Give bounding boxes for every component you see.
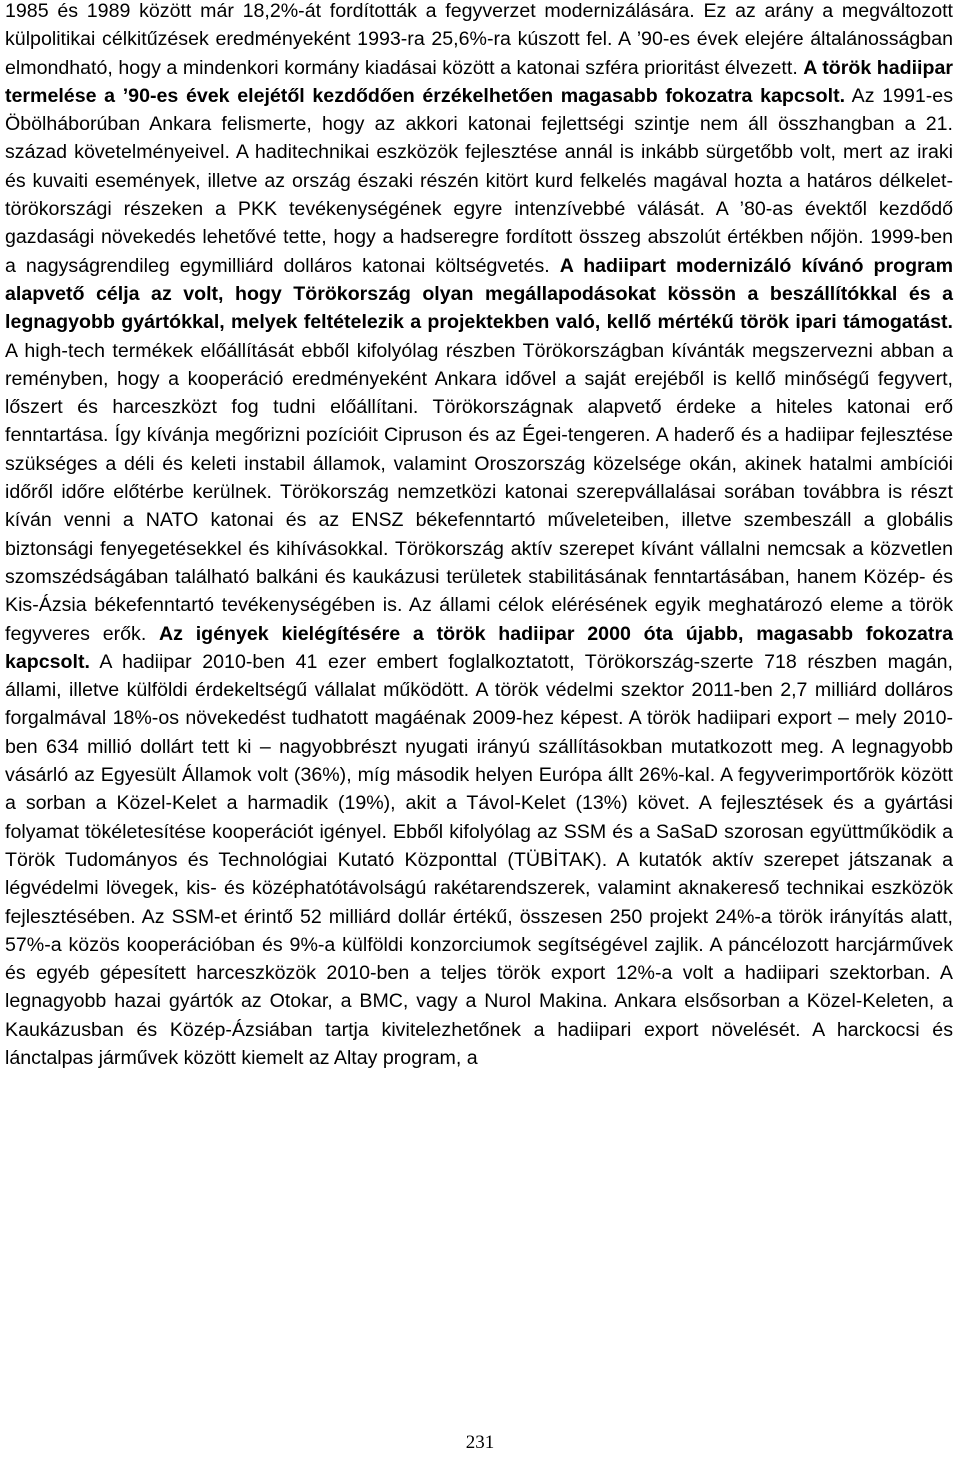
body-paragraph — [5, 0, 953, 1072]
text-segment: A high-tech termékek előállítását ebből kifolyólag részben Törökországban kívánták megszervezni abban a reményben, hogy a kooperáció eredményeként Ankara idővel a saját erejéből is kellő minőségű fegyvert, lőszert és harceszközt fog tudni előállítani. Törökországnak alapvető érdeke a hiteles katonai erő fenntartása. Így kívánja megőrizni pozícióit Cipruson és az Égei-tengeren. A haderő és a hadiipar fejlesztése szükséges a déli és keleti instabil államok, valamint Oroszország közelsége okán, akinek hatalmi ambíciói időről időre előtérbe kerülnek. Törökország nemzetközi katonai szerepvállalásai sorában továbbra is részt kíván venni a NATO katonai és az ENSZ békefenntartó műveleteiben, illetve szembeszáll a globális biztonsági fenyegetésekkel és kihívásokkal. Törökország aktív szerepet kívánt vállalni nemcsak a közvetlen szomszédságában található balkáni és kaukázusi területek stabilitásának fenntartásában, hanem Közép- és Kis-Ázsia békefenntartó tevékenységében is. Az állami célok elérésének egyik meghatározó eleme a török fegyveres erők. — [5, 339, 953, 645]
text-segment: Az 1991-es Öbölháborúban Ankara felismerte, hogy az akkori katonai fejlettségi szintje nem áll összhangban a 21. század követelményeivel. A haditechnikai eszközök fejlesztése annál is inkább sürgetőbb volt, mert az iraki és kuvaiti események, illetve az ország északi részén kitört kurd felkelés magával hozta a határos délkelet-törökországi részeken a PKK tevékenységének egyre intenzívebbé válását. A ’80-as évektől kezdődő gazdasági növekedés lehetővé tette, hogy a hadseregre fordított összeg abszolút értékben nőjön. 1999-ben a nagyságrendileg egymilliárd dolláros katonai költségvetés. — [5, 84, 953, 277]
bold-text-segment: Az igények kielégítésére a török hadiipar 2000 óta újabb, magasabb fokozatra kapcsolt. — [5, 622, 953, 673]
document-page — [5, 0, 953, 1072]
text-segment: A hadiipar 2010-ben 41 ezer embert foglalkoztatott, Törökország-szerte 718 részben magán, állami, illetve külföldi érdekeltségű vállalat működött. A török védelmi szektor 2011-ben 2,7 milliárd dolláros forgalmával 18%-os növekedést tudhatott magáénak 2009-hez képest. A török hadiipari export – mely 2010-ben 634 millió dollárt tett ki – nagyobbrészt nyugati irányú szállításokban mutatkozott meg. A legnagyobb vásárló az Egyesült Államok volt (36%), míg második helyen Európa állt 26%-kal. A fegyverimportőrök között a sorban a Közel-Kelet a harmadik (19%), akit a Távol-Kelet (13%) követ. A fejlesztések és a gyártási folyamat tökéletesítése kooperációt igényel. Ebből kifolyólag az SSM és a SaSaD szorosan együttműködik a Török Tudományos és Technológiai Kutató Központtal (TÜBİTAK). A kutatók aktív szerepet játszanak a légvédelmi lövegek, kis- és középhatótávolságú rakétarendszerek, valamint aknakereső technikai eszközök fejlesztésében. Az SSM-et érintő 52 milliárd dollár értékű, összesen 250 projekt 24%-a török irányítás alatt, 57%-a közös kooperációban és 9%-a külföldi konzorciumok segítségével zajlik. A páncélozott harcjárművek és egyéb gépesített harceszközök 2010-ben a teljes török export 12%-a volt a hadiipari szektorban. A legnagyobb hazai gyártók az Otokar, a BMC, vagy a Nurol Makina. Ankara elsősorban a Közel-Keleten, a Kaukázusban és Közép-Ázsiában tartja kivitelezhetőnek a hadiipari export növelését. A harckocsi és lánctalpas járművek között kiemelt az Altay program, a — [5, 650, 953, 1069]
bold-text-segment: A török hadiipar termelése a ’90-es évek elejétől kezdődően érzékelhetően magasabb fokozatra kapcsolt. — [5, 56, 953, 107]
page-number: 231 — [465, 1432, 495, 1453]
text-segment: 1985 és 1989 között már 18,2%-át fordították a fegyverzet modernizálására. Ez az arány a megváltozott külpolitikai célkitűzések eredményeként 1993-ra 25,6%-ra kúszott fel. A ’90-es évek elejére általánosságban elmondható, hogy a mindenkori kormány kiadásai között a katonai szféra prioritást élvezett. — [5, 0, 953, 79]
bold-text-segment: A hadiipart modernizáló kívánó program alapvető célja az volt, hogy Törökország olyan megállapodásokat kössön a beszállítókkal és a legnagyobb gyártókkal, melyek feltételezik a projektekben való, kellő mértékű török ipari támogatást. — [5, 254, 953, 334]
